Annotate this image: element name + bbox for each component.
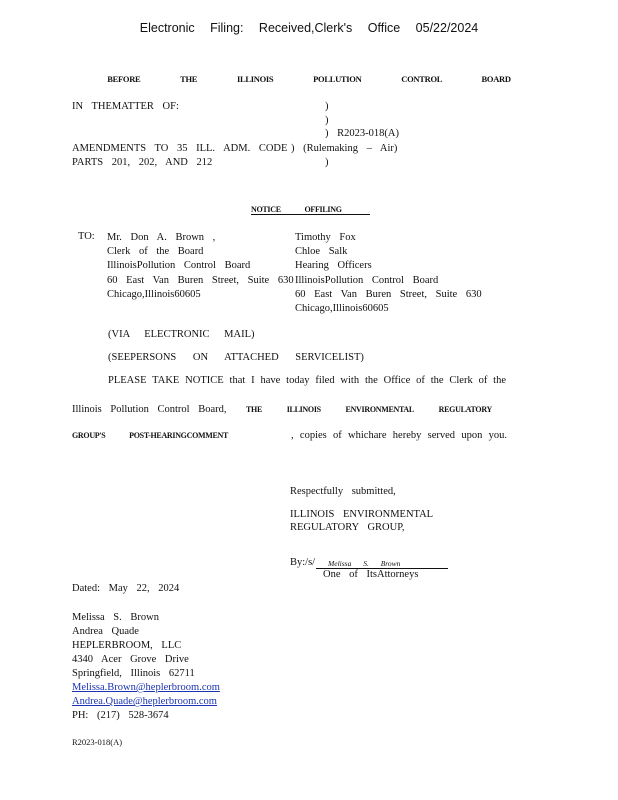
recipient-left-line: Chicago,Illinois60605 <box>107 288 201 300</box>
caps-word: ENVIRONMENTAL <box>345 405 414 414</box>
recipient-right-line: Chloe Salk <box>295 246 348 258</box>
phone: PH: (217) 528-3674 <box>72 710 169 721</box>
footer-docket: R2023-018(A) <box>72 737 123 747</box>
recipient-right-line: 60 East Van Buren Street, Suite 630 <box>295 288 482 300</box>
org-line-2: REGULATORY GROUP, <box>290 522 405 533</box>
org-line-1: ILLINOIS ENVIRONMENTAL <box>290 509 434 520</box>
contact-line: Melissa S. Brown <box>72 612 159 623</box>
caption-paren-2: ) <box>325 115 329 126</box>
notice-body-line-2-caps <box>246 405 492 414</box>
recipient-left-line: Mr. Don A. Brown , <box>107 232 216 243</box>
via-electronic-mail: (VIA ELECTRONIC MAIL) <box>108 329 255 340</box>
by-label: By:/s/ <box>290 557 316 568</box>
filing-stamp: Electronic Filing: Received,Clerk's Office 05/22/2024 <box>139 21 479 35</box>
contact-block <box>72 611 242 723</box>
recipient-left <box>107 231 294 302</box>
caps-word: ILLINOIS <box>286 405 321 414</box>
recipient-left-line: Clerk of the Board <box>107 246 204 258</box>
email-link-2[interactable]: Andrea.Quade@heplerbroom.com <box>72 696 217 707</box>
caption-paren-3: ) <box>325 157 329 168</box>
amendments-line: AMENDMENTS TO 35 ILL. ADM. CODE <box>72 143 288 154</box>
recipient-left-line: IllinoisPollution Control Board <box>107 260 251 272</box>
contact-line: HEPLERBROOM, LLC <box>72 640 182 651</box>
caption-paren-1: ) <box>325 101 329 112</box>
caps-word: THE <box>246 405 262 414</box>
recipient-left-line: 60 East Van Buren Street, Suite 630 <box>107 274 294 286</box>
see-service-list: (SEEPERSONS ON ATTACHED SERVICELIST) <box>108 352 364 363</box>
notice-body-line-3-caps: GROUP'S POST-HEARINGCOMMENT <box>72 431 229 440</box>
contact-line: Springfield, Illinois 62711 <box>72 668 195 679</box>
dated: Dated: May 22, 2024 <box>72 583 180 594</box>
notice-title: NOTICE OFFILING <box>251 205 370 215</box>
closing: Respectfully submitted, <box>290 486 396 497</box>
contact-line: 4340 Acer Grove Drive <box>72 654 189 665</box>
email-link-1[interactable]: Melissa.Brown@heplerbroom.com <box>72 682 220 693</box>
docket-number: ) R2023-018(A) <box>325 128 399 139</box>
recipient-right-line: Chicago,Illinois60605 <box>295 303 389 315</box>
rulemaking-line: ) (Rulemaking – Air) <box>291 143 398 154</box>
notice-body-line-2-start: Illinois Pollution Control Board, <box>72 404 227 415</box>
recipient-right-line: Hearing Officers <box>295 260 372 272</box>
signer-role: One of ItsAttorneys <box>323 569 419 580</box>
matter-label: IN THEMATTER OF: <box>72 101 179 112</box>
parts-line: PARTS 201, 202, AND 212 <box>72 157 213 168</box>
recipient-right <box>295 231 482 316</box>
recipient-right-line: Timothy Fox <box>295 232 356 243</box>
to-label: TO: <box>78 231 95 242</box>
caps-word: REGULATORY <box>438 405 492 414</box>
notice-body-line-3-end: , copies of whichare hereby served upon you. <box>291 430 507 441</box>
notice-body-line-1: PLEASE TAKE NOTICE that I have today filed with the Office of the Clerk of the <box>108 375 506 386</box>
board-title: BEFORE THE ILLINOIS POLLUTION CONTROL BOARD <box>107 74 511 84</box>
recipient-right-line: IllinoisPollution Control Board <box>295 274 439 286</box>
signer-name: Melissa S. Brown <box>328 559 401 568</box>
contact-line: Andrea Quade <box>72 626 139 637</box>
